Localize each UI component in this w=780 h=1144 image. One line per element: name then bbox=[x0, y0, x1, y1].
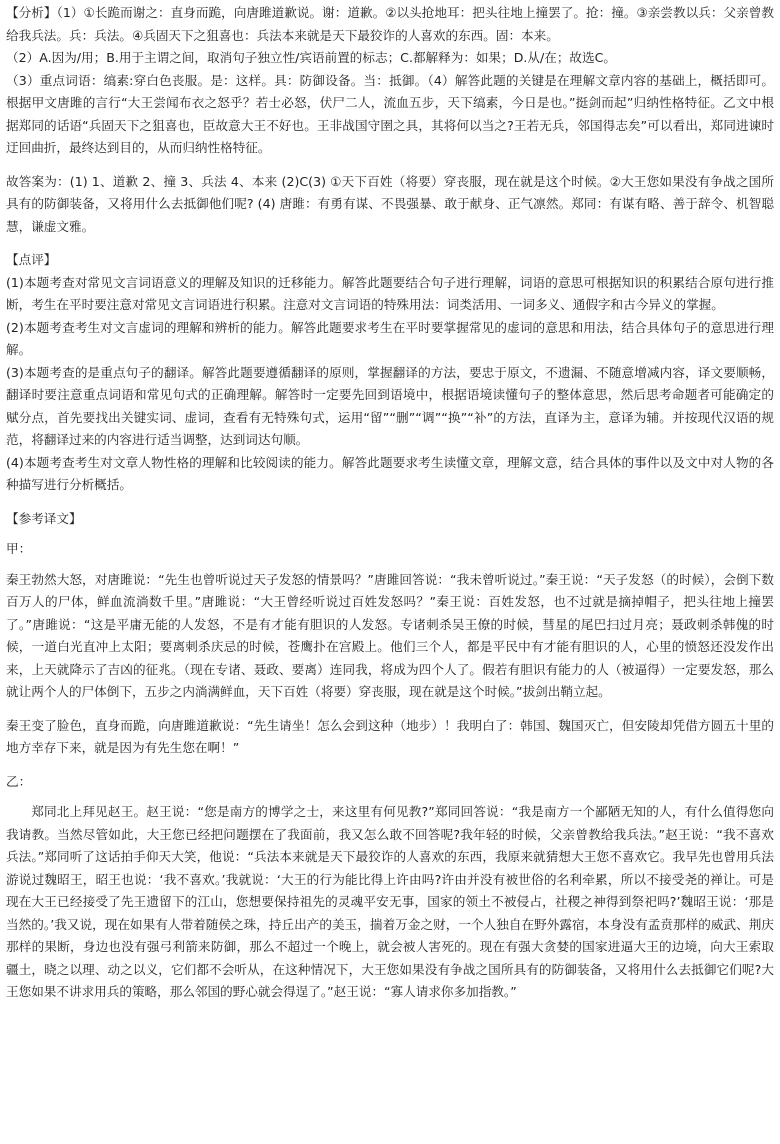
answer-section bbox=[6, 171, 774, 239]
yi-label: 乙： bbox=[6, 773, 32, 789]
jia-paragraph: 秦王变了脸色，直身而跪，向唐雎道歉说：“先生请坐！怎么会到这种（地步）！我明白了：韩国、魏国灭亡，但安陵却凭借方圆五十里的地方幸存下来，就是因为有先生您在啊！” bbox=[6, 717, 774, 755]
analysis-line: （2）A.因为/用；B.用于主谓之间，取消句子独立性/宾语前置的标志；C.都解释为：如果；D.从/在；故选C。 bbox=[6, 50, 617, 65]
comment-section bbox=[6, 249, 774, 497]
translation-label: 【参考译文】 bbox=[6, 510, 82, 526]
analysis-line: 【分析】（1）①长跪而谢之：直身而跪，向唐雎道歉说。谢：道歉。②以头抢地耳：把头往地上撞罢了。抢：撞。③亲尝教以兵：父亲曾教给我兵法。兵：兵法。④兵固天下之狙喜也：兵法本来就是天下最狡诈的人喜欢的东西。固：本来。 bbox=[6, 5, 775, 43]
yi-paragraph: 郑同北上拜见赵王。赵王说：“您是南方的博学之士，来这里有何见教?”郑同回答说：“我是南方一个鄙陋无知的人，有什么值得您向我请教。当然尽管如此，大王您已经把问题摆在了我面前，我又怎么敢不回答呢?我年轻的时候，父亲曾教给我兵法。”赵王说：“我不喜欢兵法。”郑同听了这话拍手仰天大笑，他说：“兵法本来就是天下最狡诈的人喜欢的东西，我原来就猜想大王您不喜欢它。我早先也曾用兵法游说过魏昭王，昭王也说：‘我不喜欢。’我就说：‘大王的行为能比得上许由吗?许由并没有被世俗的名利牵累，所以不接受尧的禅让。可是现在大王已经接受了先王遗留下的江山，您想要保持祖先的灵魂平安无事，国家的领土不被侵占，社稷之神得到祭祀吗?’魏昭王说：‘那是当然的。’我又说，现在如果有人带着随侯之珠，持丘出产的美玉，揣着万金之财，一个人独自在野外露宿，本身没有孟贲那样的威武、荆庆那样的果断，身边也没有强弓利箭来防御，那么不超过一个晚上，就会被人害死的。现在有强大贪婪的国家进逼大王的边境，向大王索取疆土，晓之以理、动之以义，它们都不会听从，在这种情况下，大王您如果没有争战之国所具有的防御装备，又将用什么去抵御它们呢?大王您如果不讲求用兵的策略，那么邻国的野心就会得逞了。”赵王说：“寡人请求你多加指教。” bbox=[6, 804, 774, 999]
analysis-section bbox=[6, 2, 774, 160]
comment-item: (2)本题考查考生对文言虚词的理解和辨析的能力。解答此题要求考生在平时要掌握常见的虚词的意思和用法，结合具体句子的意思进行理解。 bbox=[6, 319, 774, 357]
comment-item: (3)本题考查的是重点句子的翻译。解答此题要遵循翻译的原则，掌握翻译的方法，要忠于原文，不遗漏、不随意增减内容，译文要顺畅，翻译时要注意重点词语和常见句式的正确理解。解答时一定要先回到语境中，根据语境读懂句子的整体意思，然后思考命题者可能确定的赋分点，首先要找出关键实词、虚词，查看有无特殊句式，运用“留”“删”“调”“换”“补”的方法，直译为主，意译为辅。并按现代汉语的规范，将翻译过来的内容进行适当调整，达到词达句顺。 bbox=[6, 364, 774, 447]
comment-item: (4)本题考查考生对文章人物性格的理解和比较阅读的能力。解答此题要求考生读懂文章，理解文意，结合具体的事件以及文中对人物的各种描写进行分析概括。 bbox=[6, 454, 774, 492]
yi-paragraph-block bbox=[6, 801, 774, 1004]
jia-paragraph-block bbox=[6, 569, 774, 704]
translation-section bbox=[6, 508, 774, 1004]
comment-label: 【点评】 bbox=[6, 252, 57, 267]
analysis-label: 【分析】 bbox=[6, 5, 57, 20]
analysis-line: （3）重点词语：缟素:穿白色丧服。是：这样。具：防御设备。当：抵御。（4）解答此题的关键是在理解文章内容的基础上，概括即可。根据甲文唐雎的言行“大王尝闻布衣之怒乎？若士必怒，伏尸二人，流血五步，天下缟素，今日是也。”挺剑而起”归纳性格特征。乙文中根据郑同的话语“兵固天下之狙喜也，臣故意大王不好也。王非战国守圉之具，其将何以当之?王若无兵，邻国得志矣”可以看出，郑同进谏时迂回曲折，最终达到目的，从而归纳性格特征。 bbox=[6, 72, 774, 155]
jia-label: 甲： bbox=[6, 541, 32, 556]
jia-paragraph-block bbox=[6, 715, 774, 760]
jia-paragraph: 秦王勃然大怒，对唐雎说：“先生也曾听说过天子发怒的情景吗？”唐雎回答说：“我未曾听说过。”秦王说：“天子发怒（的时候），会倒下数百万人的尸体，鲜血流淌数千里。”唐雎说：“大王曾经听说过百姓发怒吗？”秦王说：百姓发怒，也不过就是摘掉帽子，把头往地上撞罢了。”唐雎说：“这是平庸无能的人发怒，不是有才能有胆识的人发怒。专诸刺杀吴王僚的时候，彗星的尾巴扫过月亮；聂政刺杀韩傀的时候，一道白光直冲上太阳；要离刺杀庆忌的时候，苍鹰扑在宫殿上。他们三个人，都是平民中有才能有胆识的人，心里的愤怒还没发作出来，上天就降示了吉凶的征兆。（现在专诸、聂政、要离）连同我，将成为四个人了。假若有胆识有能力的人（被逼得）一定要发怒，那么就让两个人的尸体倒下，五步之内淌满鲜血，天下百姓（将要）穿丧服，现在就是这个时候。”拔剑出鞘立起。 bbox=[6, 571, 774, 699]
answer-text: 故答案为：(1) 1、道歉 2、撞 3、兵法 4、本来 (2)C(3) ①天下百姓（将要）穿丧服，现在就是这个时候。②大王您如果没有争战之国所具有的防御装备，又将用什么去抵御他们呢? (4) 唐雎：有勇有谋、不畏强暴、敢于献身、正气凛然。郑同：有谋有略、善于辞令、机智聪慧，谦虚文雅。 bbox=[6, 173, 774, 234]
comment-item: (1)本题考查对常见文言词语意义的理解及知识的迁移能力。解答此题要结合句子进行理解，词语的意思可根据知识的积累结合原句进行推断，考生在平时要注意对常见文言词语进行积累。注意对文言词语的特殊用法：词类活用、一词多义、通假字和古今异义的掌握。 bbox=[6, 274, 774, 312]
